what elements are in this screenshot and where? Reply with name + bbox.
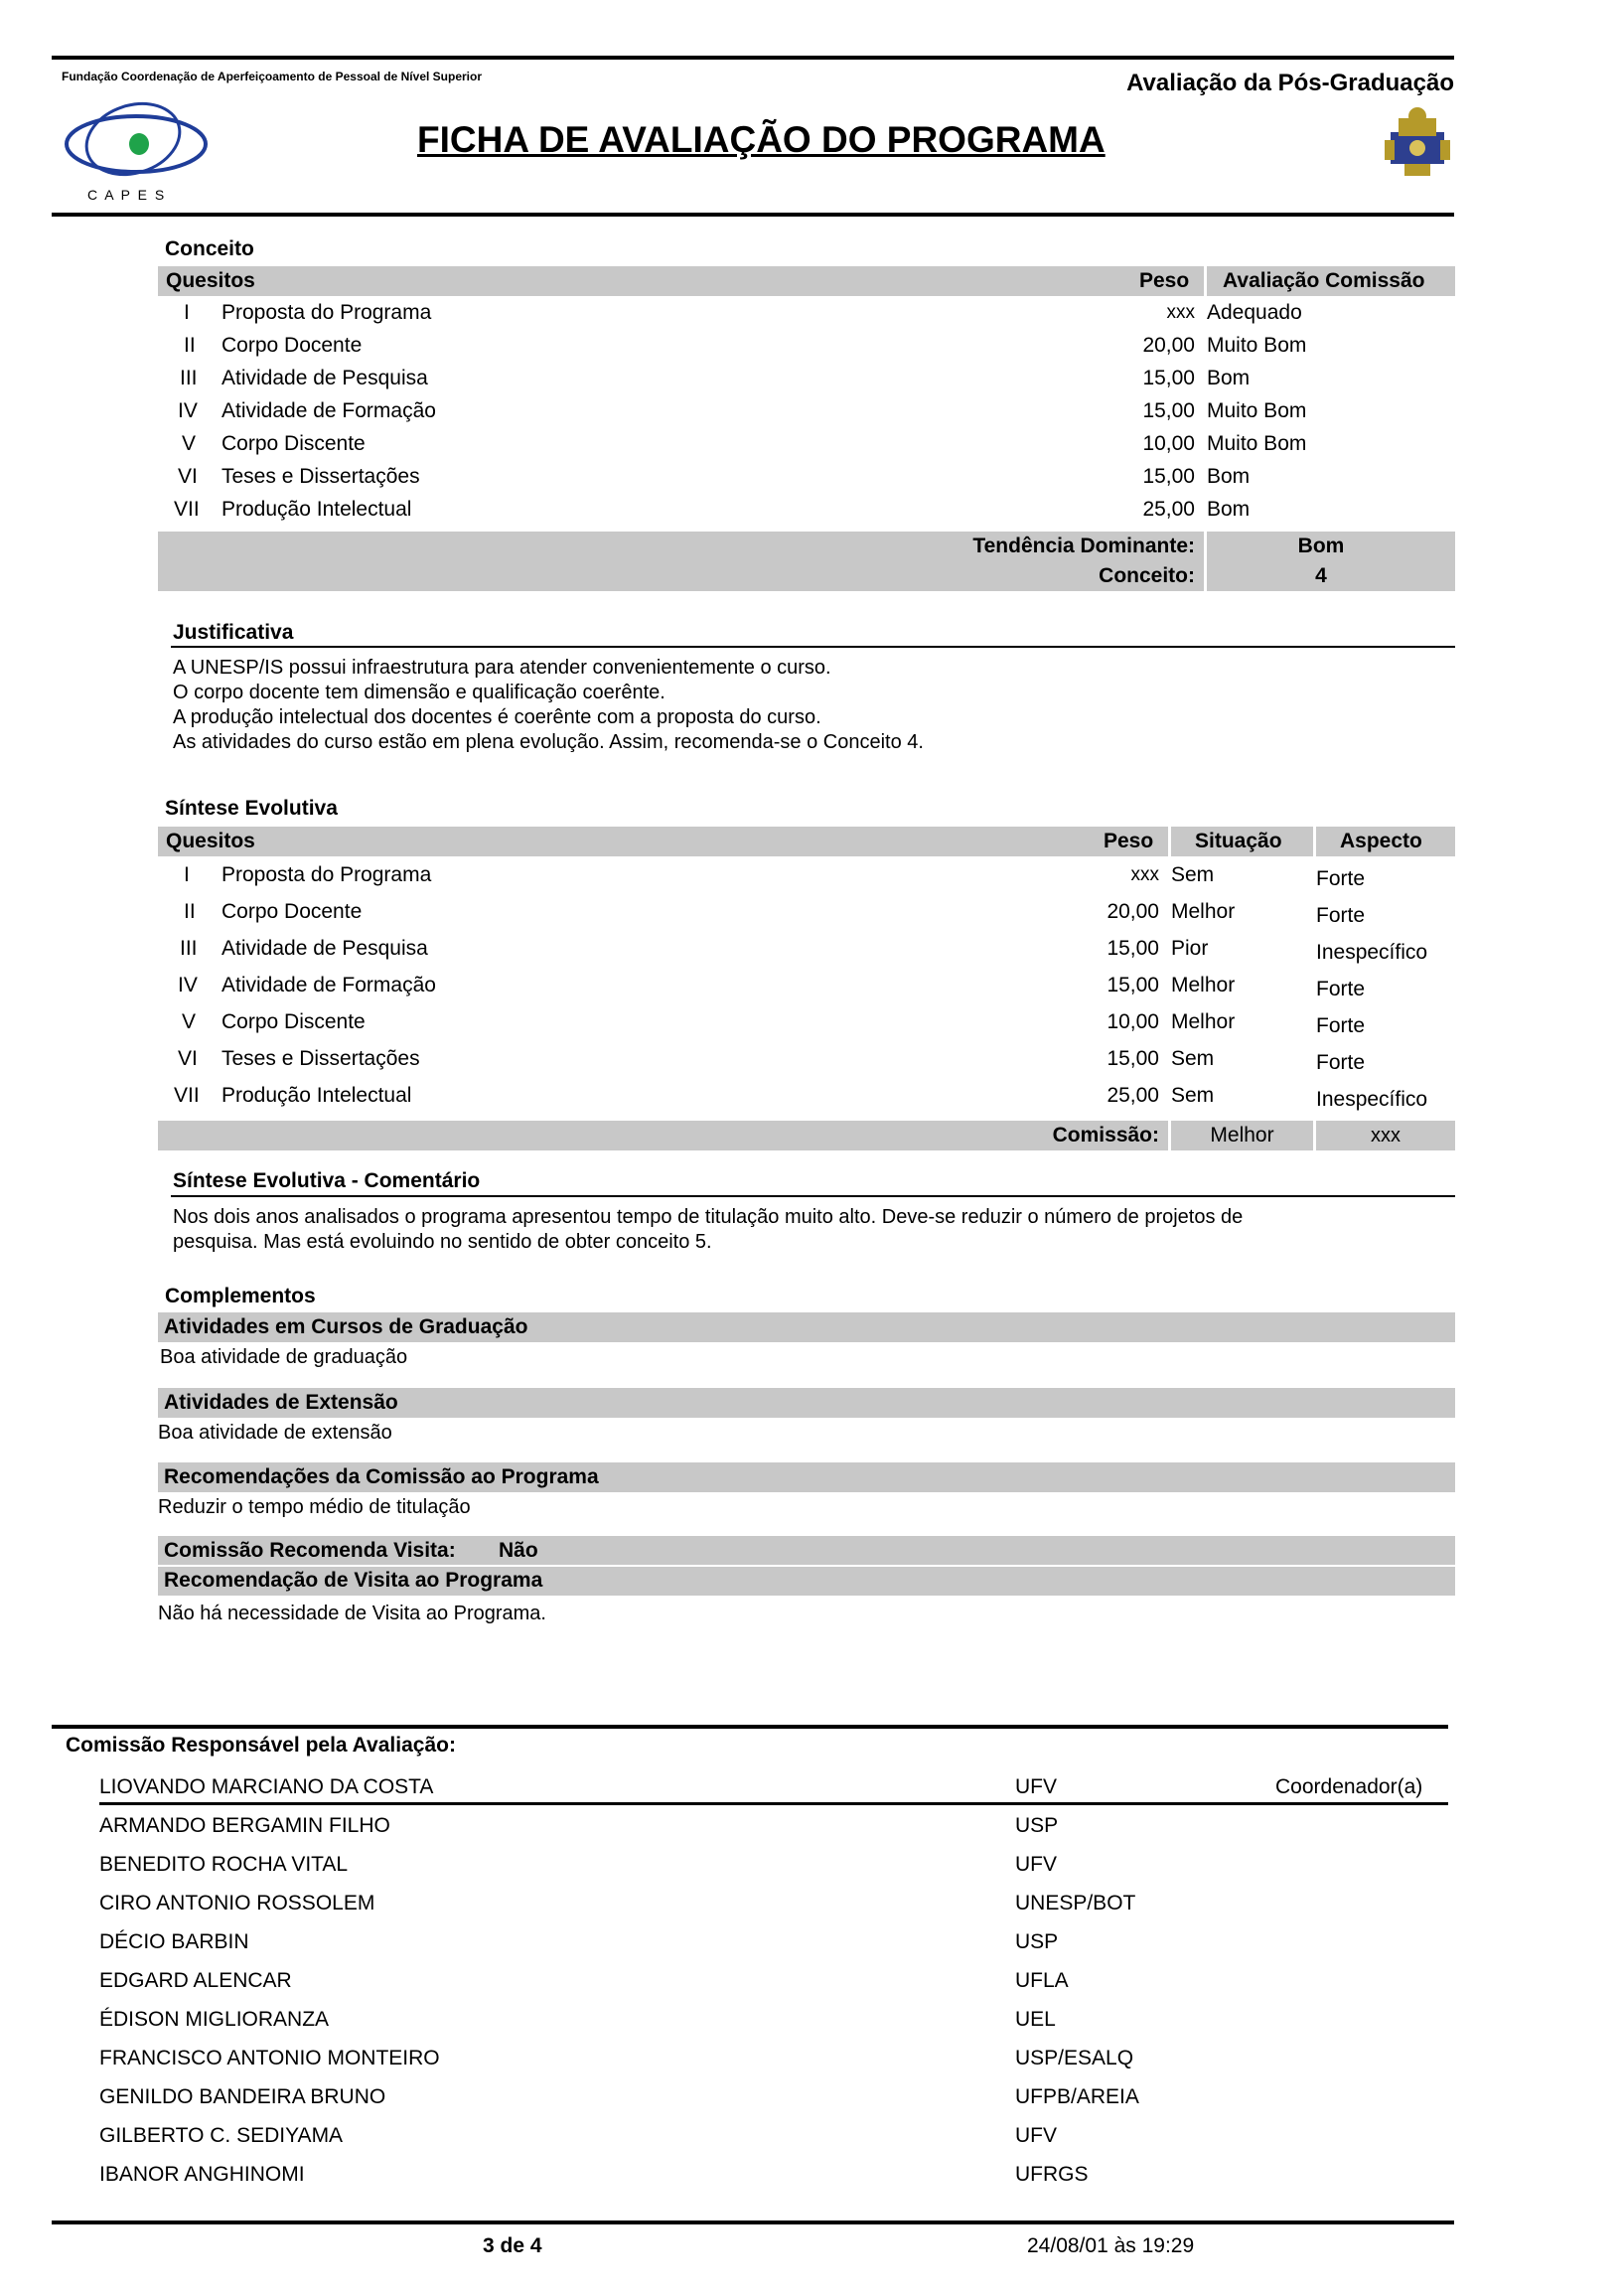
list-item bbox=[99, 1845, 1448, 1884]
list-item bbox=[99, 1922, 1448, 1961]
complementos-heading: Complementos bbox=[165, 1285, 316, 1307]
row-name: Atividade de Pesquisa bbox=[221, 367, 428, 389]
conceito-heading: Conceito bbox=[165, 237, 254, 260]
list-item bbox=[99, 1884, 1448, 1922]
table-row bbox=[158, 1077, 1455, 1114]
row-name: Atividade de Pesquisa bbox=[221, 937, 428, 960]
row-situacao: Pior bbox=[1171, 937, 1209, 960]
row-name: Produção Intelectual bbox=[221, 1084, 412, 1107]
row-aval: Bom bbox=[1207, 465, 1251, 488]
member-name: GILBERTO C. SEDIYAMA bbox=[99, 2124, 344, 2147]
row-aval: Bom bbox=[1207, 498, 1251, 521]
row-peso: 15,00 bbox=[1142, 367, 1195, 389]
row-num: IV bbox=[178, 974, 198, 996]
row-name: Proposta do Programa bbox=[221, 301, 432, 324]
member-inst: UFLA bbox=[1015, 1969, 1069, 1992]
member-name: EDGARD ALENCAR bbox=[99, 1969, 292, 1992]
row-peso: 10,00 bbox=[1107, 1010, 1159, 1033]
row-name: Produção Intelectual bbox=[221, 498, 412, 521]
col-divider bbox=[1168, 827, 1171, 856]
justificativa-line: A produção intelectual dos docentes é coerênte com a proposta do curso. bbox=[173, 706, 821, 728]
top-rule bbox=[52, 56, 1454, 60]
member-name: CIRO ANTONIO ROSSOLEM bbox=[99, 1892, 375, 1914]
table-row bbox=[158, 1040, 1455, 1077]
list-item bbox=[99, 2077, 1448, 2116]
table-row bbox=[158, 394, 1455, 427]
col-avaliacao: Avaliação Comissão bbox=[1223, 269, 1425, 292]
row-peso: xxx bbox=[1130, 864, 1159, 885]
row-num: I bbox=[184, 863, 190, 886]
col-divider bbox=[1313, 1121, 1316, 1150]
row-name: Corpo Discente bbox=[221, 432, 366, 455]
row-num: II bbox=[184, 334, 196, 357]
row-aval: Adequado bbox=[1207, 301, 1302, 324]
table-row bbox=[158, 967, 1455, 1003]
col-quesitos: Quesitos bbox=[166, 830, 255, 852]
extensao-text: Boa atividade de extensão bbox=[158, 1422, 392, 1444]
table-row bbox=[158, 930, 1455, 967]
member-inst: UFV bbox=[1015, 1775, 1057, 1798]
comentario-rule bbox=[171, 1195, 1455, 1197]
row-num: VII bbox=[174, 498, 200, 521]
row-aspecto: Forte bbox=[1316, 904, 1366, 927]
member-name: DÉCIO BARBIN bbox=[99, 1930, 249, 1953]
col-aspecto: Aspecto bbox=[1340, 830, 1422, 852]
print-datetime: 24/08/01 às 19:29 bbox=[1027, 2234, 1195, 2257]
row-aspecto: Inespecífico bbox=[1316, 941, 1428, 964]
row-num: IV bbox=[178, 399, 198, 422]
row-name: Atividade de Formação bbox=[221, 399, 436, 422]
list-item bbox=[99, 1806, 1448, 1845]
row-situacao: Sem bbox=[1171, 863, 1215, 886]
row-peso: xxx bbox=[1166, 302, 1195, 323]
member-name: IBANOR ANGHINOMI bbox=[99, 2163, 305, 2186]
table-row bbox=[158, 427, 1455, 460]
conceito-summary-band bbox=[158, 532, 1455, 591]
member-name: GENILDO BANDEIRA BRUNO bbox=[99, 2085, 386, 2108]
member-inst: USP bbox=[1015, 1814, 1059, 1837]
extensao-band bbox=[158, 1388, 1455, 1418]
col-quesitos: Quesitos bbox=[166, 269, 255, 292]
table-row bbox=[158, 460, 1455, 493]
tendencia-value: Bom bbox=[1297, 535, 1345, 557]
justificativa-line: O corpo docente tem dimensão e qualificação coerênte. bbox=[173, 682, 665, 703]
row-aspecto: Forte bbox=[1316, 867, 1366, 890]
table-row bbox=[158, 362, 1455, 394]
justificativa-rule bbox=[171, 646, 1455, 648]
sintese-header-band bbox=[158, 827, 1455, 856]
table-row bbox=[158, 296, 1455, 329]
conceito-header-band bbox=[158, 266, 1455, 296]
recomendacao-visita-text: Não há necessidade de Visita ao Programa. bbox=[158, 1603, 546, 1624]
row-situacao: Melhor bbox=[1171, 900, 1236, 923]
member-inst: UFV bbox=[1015, 1853, 1057, 1876]
table-row bbox=[158, 1003, 1455, 1040]
row-aspecto: Inespecífico bbox=[1316, 1088, 1428, 1111]
band-divider bbox=[158, 1565, 1455, 1567]
recomendacoes-band bbox=[158, 1462, 1455, 1492]
row-num: VI bbox=[178, 465, 198, 488]
row-num: V bbox=[182, 432, 197, 455]
graduacao-text: Boa atividade de graduação bbox=[160, 1346, 408, 1368]
row-peso: 20,00 bbox=[1107, 900, 1159, 923]
comissao-top-rule bbox=[52, 1725, 1448, 1729]
org-name: Fundação Coordenação de Aperfeiçoamento de Pessoal de Nível Superior bbox=[62, 70, 482, 83]
row-peso: 15,00 bbox=[1142, 399, 1195, 422]
member-name: FRANCISCO ANTONIO MONTEIRO bbox=[99, 2047, 440, 2069]
row-aspecto: Forte bbox=[1316, 978, 1366, 1000]
comissao-aspecto: xxx bbox=[1371, 1125, 1401, 1147]
col-situacao: Situação bbox=[1195, 830, 1282, 852]
row-peso: 10,00 bbox=[1142, 432, 1195, 455]
visita-band bbox=[158, 1536, 1455, 1596]
emblem-icon bbox=[1385, 104, 1450, 179]
sintese-summary-band bbox=[158, 1121, 1455, 1150]
capes-logo-text: C A P E S bbox=[87, 187, 167, 203]
row-aval: Muito Bom bbox=[1207, 334, 1307, 357]
recomendacao-visita-label: Recomendação de Visita ao Programa bbox=[164, 1569, 543, 1592]
row-peso: 15,00 bbox=[1107, 937, 1159, 960]
visita-label: Comissão Recomenda Visita: bbox=[164, 1539, 456, 1562]
comissao-label: Comissão: bbox=[1052, 1124, 1159, 1147]
row-aspecto: Forte bbox=[1316, 1051, 1366, 1074]
col-divider bbox=[1168, 1121, 1171, 1150]
member-name: BENEDITO ROCHA VITAL bbox=[99, 1853, 349, 1876]
member-inst: USP bbox=[1015, 1930, 1059, 1953]
row-name: Atividade de Formação bbox=[221, 974, 436, 996]
capes-logo-icon bbox=[62, 99, 211, 189]
table-row bbox=[158, 856, 1455, 893]
list-item bbox=[99, 2039, 1448, 2077]
row-name: Teses e Dissertações bbox=[221, 465, 420, 488]
row-num: V bbox=[182, 1010, 197, 1033]
row-name: Corpo Docente bbox=[221, 334, 363, 357]
comentario-line: pesquisa. Mas está evoluindo no sentido de obter conceito 5. bbox=[173, 1231, 712, 1253]
list-item bbox=[99, 2155, 1448, 2194]
member-inst: UFRGS bbox=[1015, 2163, 1089, 2186]
member-inst: UEL bbox=[1015, 2008, 1056, 2031]
row-peso: 15,00 bbox=[1142, 465, 1195, 488]
row-num: VI bbox=[178, 1047, 198, 1070]
row-aval: Muito Bom bbox=[1207, 432, 1307, 455]
member-role: Coordenador(a) bbox=[1275, 1775, 1423, 1798]
extensao-label: Atividades de Extensão bbox=[164, 1391, 398, 1414]
footer-rule bbox=[52, 2220, 1454, 2224]
col-peso: Peso bbox=[1104, 830, 1154, 852]
row-peso: 20,00 bbox=[1142, 334, 1195, 357]
list-item bbox=[99, 1768, 1448, 1805]
table-row bbox=[158, 893, 1455, 930]
row-situacao: Sem bbox=[1171, 1047, 1215, 1070]
row-peso: 25,00 bbox=[1142, 498, 1195, 521]
row-num: VII bbox=[174, 1084, 200, 1107]
row-peso: 15,00 bbox=[1107, 974, 1159, 996]
page-number: 3 de 4 bbox=[483, 2234, 542, 2257]
tendencia-label: Tendência Dominante: bbox=[972, 535, 1195, 557]
row-num: III bbox=[180, 937, 198, 960]
member-inst: UFPB/AREIA bbox=[1015, 2085, 1139, 2108]
row-aval: Bom bbox=[1207, 367, 1251, 389]
row-situacao: Melhor bbox=[1171, 1010, 1236, 1033]
row-aval: Muito Bom bbox=[1207, 399, 1307, 422]
row-name: Corpo Discente bbox=[221, 1010, 366, 1033]
row-name: Teses e Dissertações bbox=[221, 1047, 420, 1070]
comissao-situacao: Melhor bbox=[1210, 1124, 1274, 1147]
col-peso: Peso bbox=[1139, 269, 1190, 292]
row-num: I bbox=[184, 301, 190, 324]
member-inst: UNESP/BOT bbox=[1015, 1892, 1136, 1914]
row-situacao: Melhor bbox=[1171, 974, 1236, 996]
list-item bbox=[99, 2116, 1448, 2155]
sintese-heading: Síntese Evolutiva bbox=[165, 797, 338, 820]
table-row bbox=[158, 493, 1455, 526]
capes-logo bbox=[62, 99, 211, 209]
graduacao-label: Atividades em Cursos de Graduação bbox=[164, 1315, 528, 1338]
recomendacoes-text: Reduzir o tempo médio de titulação bbox=[158, 1496, 471, 1518]
member-inst: UFV bbox=[1015, 2124, 1057, 2147]
col-divider bbox=[1313, 827, 1316, 856]
member-name: LIOVANDO MARCIANO DA COSTA bbox=[99, 1775, 434, 1798]
conceito-value: 4 bbox=[1315, 564, 1327, 587]
justificativa-heading: Justificativa bbox=[173, 621, 294, 644]
member-name: ARMANDO BERGAMIN FILHO bbox=[99, 1814, 390, 1837]
list-item bbox=[99, 2000, 1448, 2039]
row-num: II bbox=[184, 900, 196, 923]
row-aspecto: Forte bbox=[1316, 1014, 1366, 1037]
row-name: Corpo Docente bbox=[221, 900, 363, 923]
row-peso: 25,00 bbox=[1107, 1084, 1159, 1107]
table-row bbox=[158, 329, 1455, 362]
list-item bbox=[99, 1961, 1448, 2000]
header-rule bbox=[52, 213, 1454, 217]
page-title: FICHA DE AVALIAÇÃO DO PROGRAMA bbox=[417, 119, 1106, 160]
justificativa-line: A UNESP/IS possui infraestrutura para atender convenientemente o curso. bbox=[173, 657, 831, 679]
conceito-label: Conceito: bbox=[1099, 564, 1195, 587]
comissao-heading: Comissão Responsável pela Avaliação: bbox=[66, 1734, 456, 1757]
coordinator-rule bbox=[99, 1802, 1448, 1805]
recomendacoes-label: Recomendações da Comissão ao Programa bbox=[164, 1465, 599, 1488]
section-title: Avaliação da Pós-Graduação bbox=[1126, 70, 1454, 96]
col-divider bbox=[1204, 266, 1207, 296]
comentario-line: Nos dois anos analisados o programa apresentou tempo de titulação muito alto. Deve-se reduzir o número de projetos de bbox=[173, 1206, 1244, 1228]
member-name: ÉDISON MIGLIORANZA bbox=[99, 2008, 330, 2031]
row-name: Proposta do Programa bbox=[221, 863, 432, 886]
row-situacao: Sem bbox=[1171, 1084, 1215, 1107]
comentario-heading: Síntese Evolutiva - Comentário bbox=[173, 1169, 481, 1192]
graduacao-band bbox=[158, 1312, 1455, 1342]
col-divider bbox=[1204, 532, 1207, 591]
row-num: III bbox=[180, 367, 198, 389]
justificativa-line: As atividades do curso estão em plena evolução. Assim, recomenda-se o Conceito 4. bbox=[173, 731, 924, 753]
visita-value: Não bbox=[499, 1539, 538, 1562]
row-peso: 15,00 bbox=[1107, 1047, 1159, 1070]
member-inst: USP/ESALQ bbox=[1015, 2047, 1134, 2069]
